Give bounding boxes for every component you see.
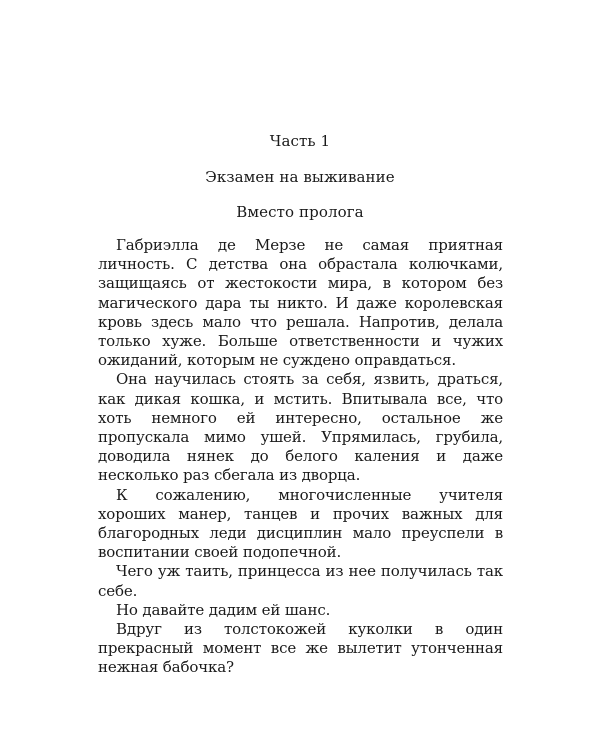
part-heading: Часть 1 [269,132,331,150]
paragraph: Габриэлла де Мерзе не самая приятная личность. С детства она обрастала колючками, защищаясь от жестокости мира, в котором без магического дара ты никто. И даже королевская кровь здесь мало что решала. Напротив, делала только хуже. Больше ответственности и чужих ожиданий, которым не суждено оправдаться. [98,236,503,370]
paragraph: Вдруг из толстокожей куколки в один прекрасный момент все же вылетит утонченная нежная бабочка? [98,620,503,677]
paragraph: Но давайте дадим ей шанс. [116,600,331,619]
chapter-title: Экзамен на выживание [205,168,395,186]
paragraph: Чего уж таить, принцесса из нее получилась так себе. [98,562,503,600]
paragraph: Она научилась стоять за себя, язвить, драться, как дикая кошка, и мстить. Впитывала все, что хоть немного ей интересно, остальное же пропускала мимо ушей. Упрямилась, грубила, доводила нянек до белого каления и даже несколько раз сбегала из дворца. [98,370,503,485]
paragraph: К сожалению, многочисленные учителя хороших манер, танцев и прочих важных для благородных леди дисциплин мало преуспели в воспитании своей подопечной. [98,485,503,562]
prologue-text [98,236,503,678]
chapter-subtitle: Вместо пролога [236,203,364,221]
